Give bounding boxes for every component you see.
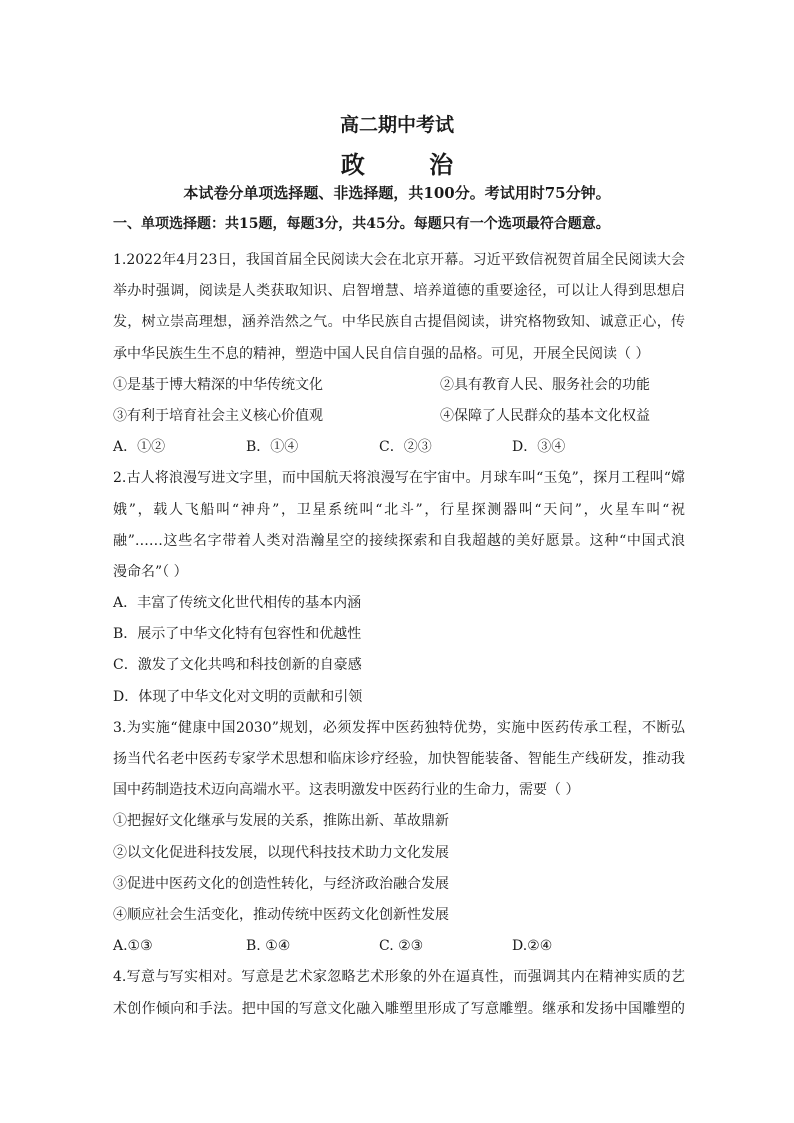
q1-choice-c: C．②③	[379, 439, 432, 456]
q2-line: 漫命名”（ ）	[113, 563, 188, 580]
q2-option-d: D．体现了中华文化对文明的贡献和引领	[113, 688, 363, 705]
q3-item: ④顺应社会生活变化，推动传统中医药文化创新性发展	[113, 906, 449, 923]
q1-choice-d: D．③④	[512, 439, 566, 456]
q1-line: 举办时强调，阅读是人类获取知识、启智增慧、培养道德的重要途径，可以让人得到思想启	[113, 283, 685, 300]
q1-line: 1.2022年4月23日，我国首届全民阅读大会在北京开幕。习近平致信祝贺首届全民阅读大会	[113, 252, 685, 268]
q1-item: ④保障了人民群众的基本文化权益	[440, 407, 650, 424]
q2-line: 融”……这些名字带着人类对浩瀚星空的接续探索和自我超越的美好愿景。这种“中国式浪	[113, 532, 685, 549]
q3-choice-b: B. ①④	[246, 938, 291, 955]
exam-title: 高二期中考试	[339, 114, 454, 136]
q2-line: 2.古人将浪漫写进文字里，而中国航天将浪漫写在宇宙中。月球车叫“玉兔”，探月工程叫“嫦	[113, 470, 685, 487]
q3-item: ②以文化促进科技发展，以现代科技技术助力文化发展	[113, 844, 449, 861]
q1-line: 发，树立崇高理想，涵养浩然之气。中华民族自古提倡阅读，讲究格物致知、诚意正心，传	[113, 314, 685, 331]
q2-option-c: C．激发了文化共鸣和科技创新的自豪感	[113, 657, 362, 674]
section-heading: 一、单项选择题：共15题，每题3分，共45分。每题只有一个选项最符合题意。	[113, 216, 610, 232]
q4-line: 4.写意与写实相对。写意是艺术家忽略艺术形象的外在逼真性，而强调其内在精神实质的艺	[113, 969, 685, 986]
exam-intro: 本试卷分单项选择题、非选择题，共100分。考试用时75分钟。	[183, 184, 611, 202]
q1-item: ②具有教育人民、服务社会的功能	[440, 376, 650, 393]
q3-line: 3.为实施“健康中国2030”规划，必须发挥中医药独特优势，实施中医药传承工程，不断弘	[113, 719, 685, 736]
q4-line: 术创作倾向和手法。把中国的写意文化融入雕塑里形成了写意雕塑。继承和发扬中国雕塑的	[113, 1000, 685, 1017]
q1-items-row	[113, 370, 685, 401]
q2-option-a: A．丰富了传统文化世代相传的基本内涵	[113, 595, 362, 612]
q3-choices	[113, 931, 685, 962]
q1-items-row	[113, 401, 685, 432]
q3-choice-d: D.②④	[512, 938, 553, 955]
q2-line: 娥”，载人飞船叫“神舟”，卫星系统叫“北斗”，行星探测器叫“天问”，火星车叫“祝	[113, 501, 685, 518]
q1-item: ①是基于博大精深的中华传统文化	[113, 376, 323, 393]
q3-line: 扬当代名老中医药专家学术思想和临床诊疗经验，加快智能装备、智能生产线研发，推动我	[113, 751, 685, 767]
q3-choice-a: A.①③	[113, 938, 153, 955]
q2-option-b: B．展示了中华文化特有包容性和优越性	[113, 626, 362, 643]
q3-line: 国中药制造技术迈向高端水平。这表明激发中医药行业的生命力，需要（ ）	[113, 782, 580, 799]
questions	[113, 245, 685, 1025]
q3-choice-c: C. ②③	[379, 938, 424, 955]
q3-item: ①把握好文化继承与发展的关系，推陈出新、革故鼎新	[113, 813, 449, 830]
q1-item: ③有利于培育社会主义核心价值观	[113, 407, 323, 424]
q1-choice-a: A．①②	[113, 439, 166, 456]
q1-choice-b: B．①④	[246, 439, 299, 456]
q1-line: 承中华民族生生不息的精神，塑造中国人民自信自强的品格。可见，开展全民阅读（ ）	[113, 345, 650, 362]
q1-choices	[113, 432, 685, 463]
q3-item: ③促进中医药文化的创造性转化，与经济政治融合发展	[113, 875, 449, 892]
subject-title: 政 治	[340, 150, 482, 179]
